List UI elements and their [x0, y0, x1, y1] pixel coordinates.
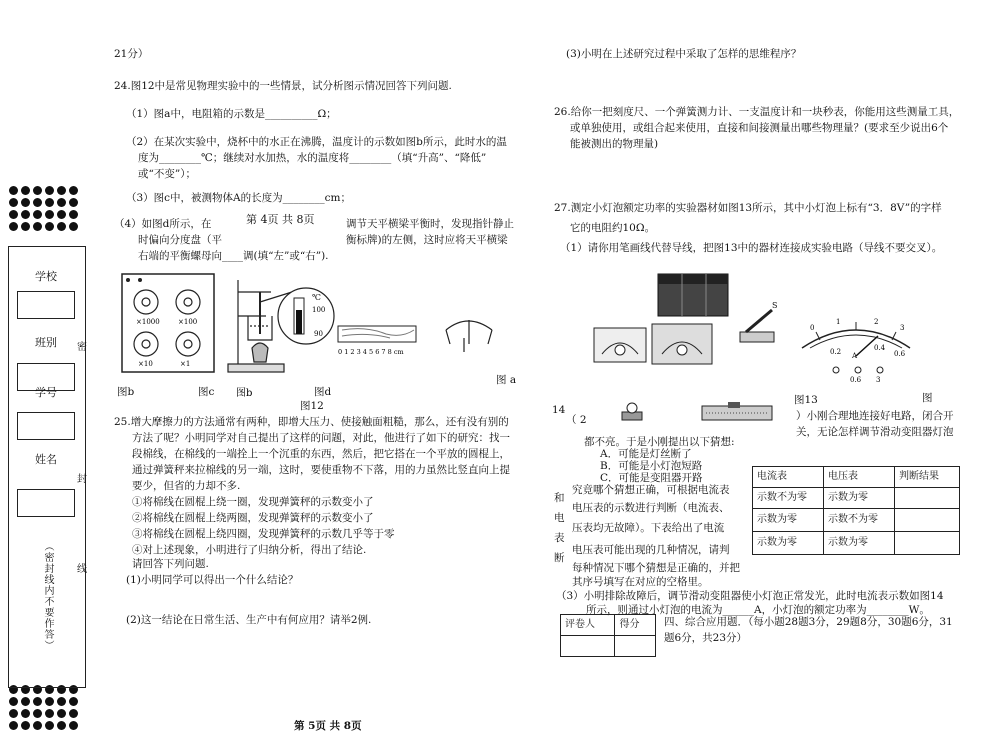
thermo-100: 100	[312, 306, 326, 314]
terminal-3: 3	[876, 376, 881, 384]
q25-step1: ①将棉线在圆棍上绕一圈，发现弹簧秤的示数变小了	[132, 496, 374, 508]
score-table	[560, 614, 656, 657]
table-cell: 示数为零	[753, 532, 824, 555]
guess-c: C．可能是变阻器开路	[600, 472, 703, 484]
answer-cell[interactable]	[895, 488, 960, 509]
table-cell: 示数不为零	[824, 509, 895, 532]
school-field[interactable]	[17, 291, 75, 319]
q24-part4d: 衡标牌)的左侧，这时应将天平横梁	[346, 234, 508, 246]
answer-cell[interactable]	[895, 532, 960, 555]
q24-stem: 24.图12中是常见物理实验中的一些情景，试分析图示情况回答下列问题.	[114, 80, 452, 92]
q25-step3: ③将棉线在圆棍上绕四圈，发现弹簧秤的示数几乎等于零	[132, 528, 395, 540]
student-no-label: 学号	[35, 386, 57, 399]
q24-part2c: 或“不变”）；	[138, 168, 196, 180]
meter-dial-figure	[802, 318, 910, 384]
voltmeter-figure	[652, 324, 712, 364]
grader-field[interactable]	[561, 636, 615, 657]
guess-a: A．可能是灯丝断了	[600, 448, 692, 460]
terminal-0-6: 0.6	[850, 376, 862, 384]
q25-question3: (3)小明在上述研究过程中采取了怎样的思维程序？	[566, 48, 802, 60]
fig-12-title: 图12	[300, 400, 324, 412]
score-label: 得分	[615, 615, 656, 636]
q27-part3a: （3）小明排除故障后，调节滑动变阻器使小灯泡正常发光，此时电流表示数如图14	[556, 590, 944, 602]
figure-13	[588, 266, 940, 388]
q25-line3: 段棉线，在棉线的一端拴上一个沉重的东西，然后，把它搭在一个平放的圆棍上，	[132, 448, 510, 460]
table-row	[753, 532, 960, 555]
section-4-heading: 四、综合应用题．（每小题28题3分，29题8分，30题6分，31	[664, 616, 953, 628]
q25-line7: 请回答下列问题.	[132, 558, 209, 570]
q25-line5: 要少，但省的力却不多.	[132, 480, 241, 492]
binding-dots-top	[9, 186, 78, 231]
q27-part3b: 所示，则通过小灯泡的电流为______A，小灯泡的额定功率为________W。	[586, 604, 930, 616]
fig-14-label: 图	[922, 392, 933, 404]
dial-0-2: 0.2	[830, 348, 842, 356]
q25-question2: (2)这一结论在日常生活、生产中有何应用？请举2例.	[126, 614, 372, 626]
side-char-1: 和	[554, 492, 565, 504]
table-header: 电流表	[753, 467, 824, 488]
school-label: 学校	[35, 270, 57, 283]
q25-line4: 通过弹簧秤来拉棉线的另一端，这时，要使重物不下落，用的力虽然比竖直向上提	[132, 464, 510, 476]
table-header: 判断结果	[895, 467, 960, 488]
q25-line6: ④对上述现象，小明进行了归纳分析，得出了结论.	[132, 544, 367, 556]
table-cell: 示数为零	[753, 509, 824, 532]
q24-part2b: 度为________℃；继续对水加热，水的温度将________（填“升高”、“降低”	[138, 152, 487, 164]
svg-text:S: S	[772, 301, 778, 310]
resistance-box-figure	[122, 274, 214, 372]
judge-line4: 电压表可能出现的几种情况，请判	[572, 544, 730, 556]
dial-1: 1	[836, 318, 841, 326]
meter-judgement-table	[752, 466, 960, 555]
thermo-90: 90	[314, 330, 323, 338]
ruler-marks: 0 1 2 3 4 5 6 7 8 cm	[338, 348, 404, 356]
q27-part2b: 关，无论怎样调节滑动变阻器灯泡	[796, 426, 954, 438]
answer-cell[interactable]	[895, 509, 960, 532]
resistance-mark-1000: ×1000	[136, 318, 160, 326]
switch-figure	[740, 301, 777, 342]
table-header-row	[753, 467, 960, 488]
student-no-field[interactable]	[17, 412, 75, 440]
judge-line2: 电压表的示数进行判断（电流表、	[572, 502, 730, 514]
resistance-mark-100: ×100	[178, 318, 198, 326]
judge-line6: 其序号填写在对应的空格里。	[572, 576, 709, 588]
seal-note: （密封线内不要作答）	[42, 541, 53, 651]
q26-line2: 或单独使用，或组合起来使用，直接和间接测量出哪些物理量？(要求至少说出6个	[570, 122, 949, 134]
q27-line2: 它的电阻约10Ω。	[570, 222, 656, 234]
seal-char-mi: 密	[77, 342, 87, 353]
side-char-3: 表	[554, 532, 565, 544]
q24-part1: （1）图a中，电阻箱的示数是__________Ω；	[126, 108, 337, 120]
figure-12	[116, 272, 536, 400]
q25-step2: ②将棉线在圆棍上绕两圈，发现弹簧秤的示数变小了	[132, 512, 374, 524]
q24-part3: （3）图c中，被测物体A的长度为________cm；	[126, 192, 351, 204]
thermometer-figure	[278, 288, 334, 344]
name-label: 姓名	[35, 453, 57, 466]
dial-2: 2	[874, 318, 879, 326]
fig-label-d: 图d	[314, 386, 332, 398]
judge-line5: 每种情况下哪个猜想是正确的，并把	[572, 562, 740, 574]
dial-3: 3	[900, 324, 905, 332]
q24-part4c: 时偏向分度盘（平	[138, 234, 222, 246]
battery-figure	[658, 274, 728, 316]
dial-0-6: 0.6	[894, 350, 906, 358]
ammeter-figure	[594, 328, 646, 362]
q27-part2a: ）小刚合理地连接好电路，闭合开	[796, 410, 954, 422]
overlay-page-number: 第 4页 共 8页	[246, 213, 315, 226]
table-row	[753, 509, 960, 532]
binding-dots-bottom	[9, 685, 78, 730]
binding-strip	[8, 246, 86, 688]
q27-part1: （1）请你用笔画线代替导线，把图13中的器材连接成实验电路（导线不要交叉）。	[560, 242, 943, 254]
fig-label-a: 图 a	[496, 374, 517, 386]
table-cell: 示数为零	[824, 488, 895, 509]
page-footer: 第 5页 共 8页	[294, 720, 362, 732]
q27-num14: 14	[552, 404, 566, 416]
q25-line1: 25.增大摩擦力的方法通常有两种，即增大压力、使接触面粗糙，那么，还有没有别的	[114, 416, 509, 428]
table-row	[753, 488, 960, 509]
seal-char-feng: 封	[77, 474, 87, 485]
q25-question1: (1)小明同学可以得出一个什么结论？	[126, 574, 299, 586]
table-cell: 示数不为零	[753, 488, 824, 509]
ruler-figure	[338, 326, 416, 356]
q24-part4a: （4）如图d所示，在	[114, 218, 212, 230]
dial-0: 0	[810, 324, 815, 332]
seal-char-xian: 线	[77, 564, 87, 575]
fig-13-label: 图13	[794, 394, 818, 406]
dial-unit: A	[852, 352, 858, 360]
fig-label-c: 图c	[198, 386, 215, 398]
q24-part4b: 调节天平横梁平衡时，发现指针静止	[346, 218, 514, 230]
grader-label: 评卷人	[561, 615, 615, 636]
balance-pointer-figure	[446, 320, 492, 352]
q27-paren2: （ 2	[566, 414, 587, 426]
table-cell: 示数为零	[824, 532, 895, 555]
lamp-rheostat-figure	[620, 398, 790, 428]
fig-label-b-text: 图b	[236, 388, 253, 399]
q26-line3: 能被测出的物理量)	[570, 138, 659, 150]
resistance-mark-1: ×1	[180, 360, 191, 368]
judge-line1: 究竟哪个猜想正确，可根据电流表	[572, 484, 730, 496]
score-field[interactable]	[615, 636, 656, 657]
resistance-mark-10: ×10	[138, 360, 153, 368]
q24-part4e: 右端的平衡螺母向____调(填“左”或“右”).	[138, 250, 329, 262]
table-header: 电压表	[824, 467, 895, 488]
q26-line1: 26.给你一把刻度尺、一个弹簧测力计、一支温度计和一块秒表，你能用这些测量工具，	[554, 106, 960, 118]
q25-line2: 方法了呢？小明同学对自己提出了这样的问题，对此，他进行了如下的研究：找一	[132, 432, 510, 444]
section-4-heading-cont: 题6分，共23分）	[664, 632, 748, 644]
side-char-2: 电	[554, 512, 565, 524]
judge-line3: 压表均无故障）。下表给出了电流	[572, 522, 725, 534]
q27-part2c: 都不亮。于是小刚提出以下猜想:	[584, 436, 735, 448]
q24-part2a: （2）在某次实验中，烧杯中的水正在沸腾，温度计的示数如图b所示，此时水的温	[126, 136, 507, 148]
name-field[interactable]	[17, 489, 75, 517]
fig-label-b: 图b	[117, 386, 135, 398]
q27-line1: 27.测定小灯泡额定功率的实验器材如图13所示，其中小灯泡上标有“3．8V”的字样	[554, 202, 942, 214]
dial-0-4: 0.4	[874, 344, 886, 352]
thermo-unit: ℃	[312, 293, 321, 302]
score-tail: 21分）	[114, 48, 149, 60]
guess-b: B．可能是小灯泡短路	[600, 460, 703, 472]
class-label: 班别	[35, 336, 57, 349]
side-char-4: 断	[554, 552, 565, 564]
